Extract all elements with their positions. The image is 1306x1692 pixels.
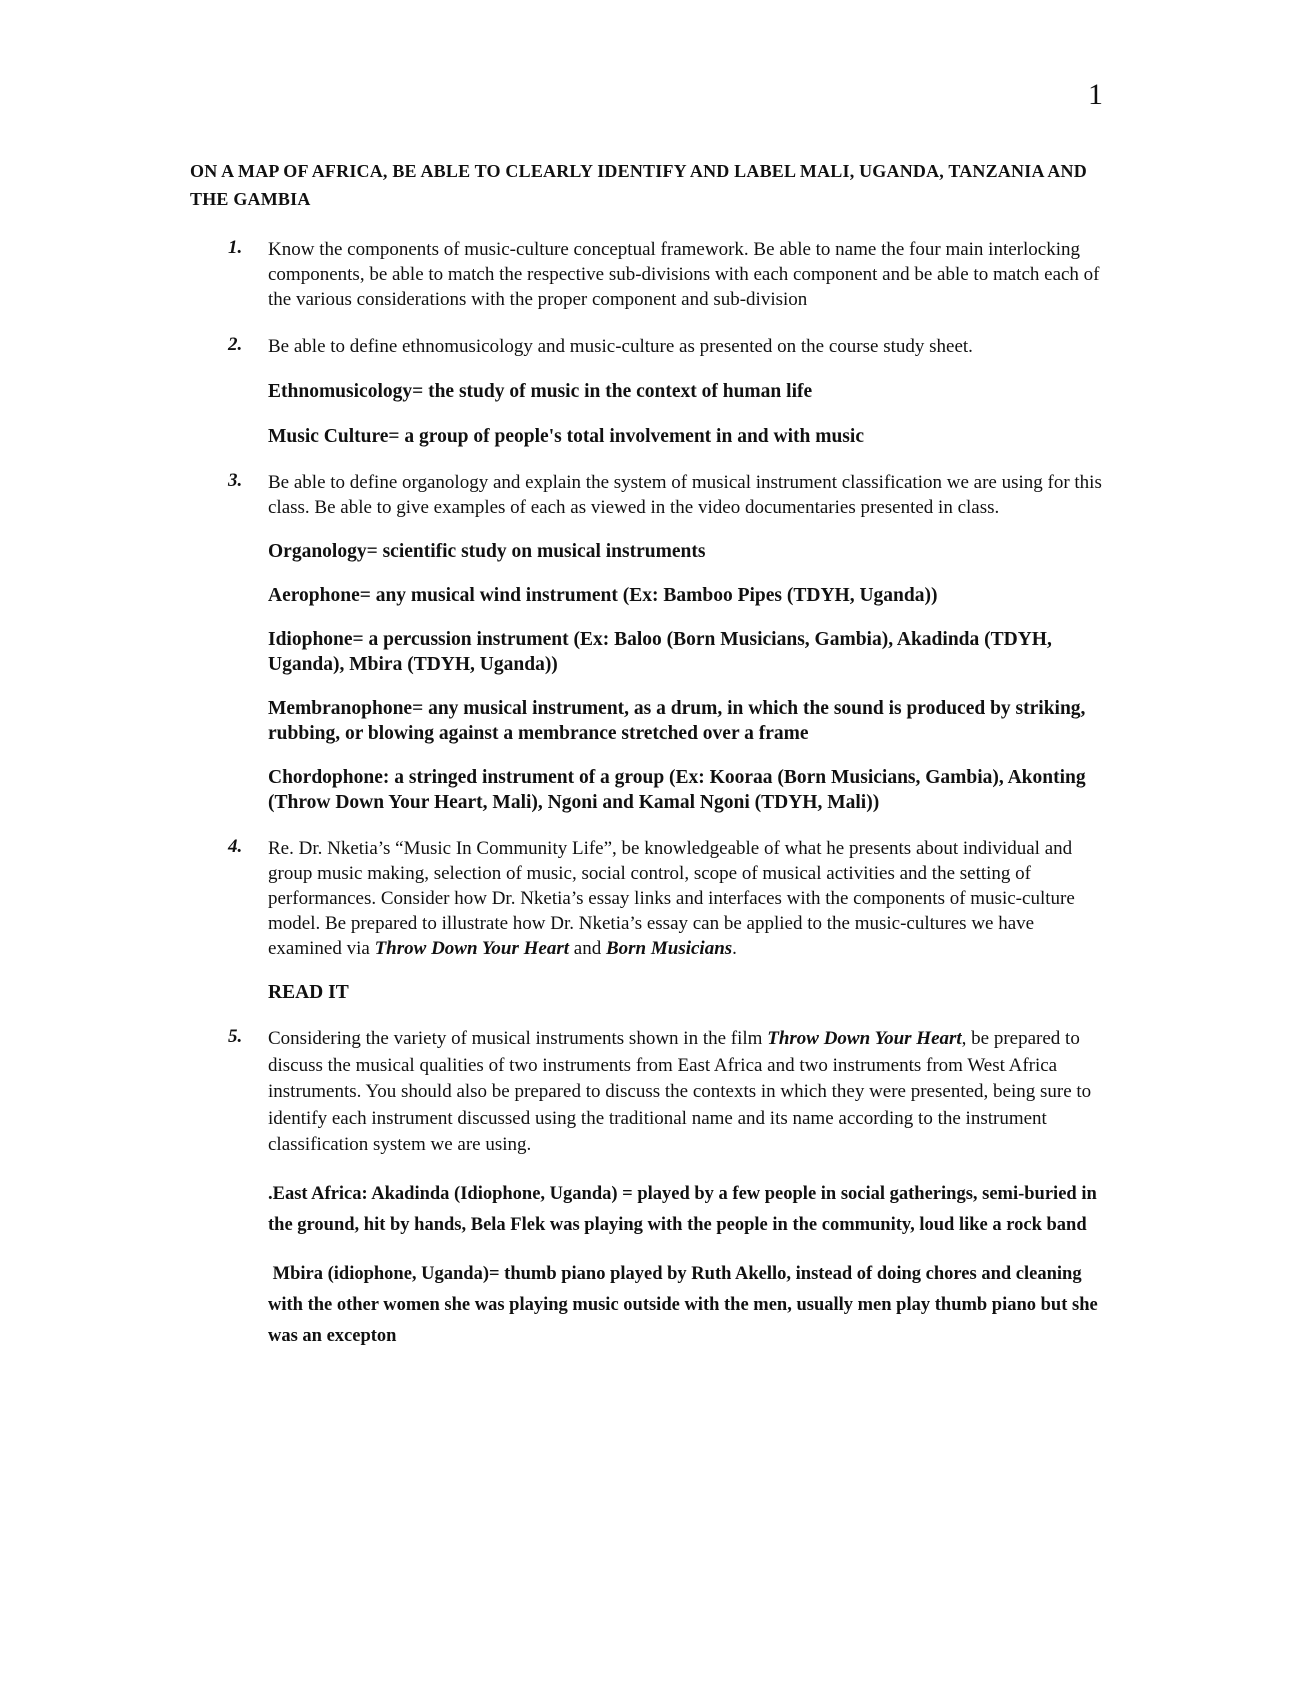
study-question-list	[0, 237, 1306, 1352]
answer-ethnomusicology: Ethnomusicology= the study of music in the context of human life	[268, 381, 813, 402]
answer-aerophone: Aerophone= any musical wind instrument (Ex: Bamboo Pipes (TDYH, Uganda))	[268, 585, 938, 606]
page-heading: ON A MAP OF AFRICA, BE ABLE TO CLEARLY IDENTIFY AND LABEL MALI, UGANDA, TANZANIA AND THE GAMBIA	[190, 161, 1087, 209]
question-text-end: , be prepared to discuss the musical qualities of two instruments from East Africa and two instruments from West Africa instruments. You should also be prepared to discuss the contexts in which they were presented, being sure to identify each instrument discussed using the traditional name and its name according to the instrument classification system we are using.	[268, 1028, 1092, 1155]
film-title-throw-down-your-heart: Throw Down Your Heart	[374, 938, 570, 959]
answer-read-it: READ IT	[268, 982, 349, 1003]
item-number: 1.	[228, 237, 243, 258]
question-text-start: Re. Dr. Nketia’s “Music In Community Life”, be knowledgeable of what he presents about individual and group music making, selection of music, social control, scope of musical activities and the setting of performances. Consider how Dr. Nketia’s essay links and interfaces with the components of music-culture model. Be prepared to illustrate how Dr. Nketia’s essay can be applied to the music-cultures we have examined via	[268, 838, 1075, 959]
answer-akadinda: .East Africa: Akadinda (Idiophone, Uganda) = played by a few people in social gatherings, semi-buried in the ground, hit by hands, Bela Flek was playing with the people in the community, loud like a rock band	[268, 1183, 1097, 1235]
answer-music-culture: Music Culture= a group of people's total involvement in and with music	[268, 426, 864, 447]
question-item-2	[0, 334, 1306, 449]
question-text: Know the components of music-culture conceptual framework. Be able to name the four main interlocking components, be able to match the respective sub-divisions with each component and be able to match each of the various considerations with the proper component and sub-division	[268, 239, 1100, 310]
item-number: 5.	[228, 1026, 243, 1047]
item-number: 4.	[228, 836, 243, 857]
question-text	[268, 836, 1108, 961]
answer-organology: Organology= scientific study on musical instruments	[268, 541, 706, 562]
question-item-1	[0, 237, 1306, 312]
answer-idiophone: Idiophone= a percussion instrument (Ex: Baloo (Born Musicians, Gambia), Akadinda (TDYH, Uganda), Mbira (TDYH, Uganda))	[268, 629, 1052, 675]
question-text: Be able to define organology and explain the system of musical instrument classification we are using for this class. Be able to give examples of each as viewed in the video documentaries presented in class.	[268, 472, 1102, 518]
film-title-throw-down-your-heart: Throw Down Your Heart	[767, 1028, 962, 1049]
answer-mbira: Mbira (idiophone, Uganda)= thumb piano played by Ruth Akello, instead of doing chores and cleaning with the other women she was playing music outside with the men, usually men play thumb piano but she was an excepton	[268, 1263, 1103, 1346]
question-item-5	[0, 1026, 1306, 1352]
question-text	[268, 1026, 1108, 1159]
question-text: Be able to define ethnomusicology and music-culture as presented on the course study sheet.	[268, 336, 973, 357]
question-item-3	[0, 470, 1306, 815]
page-number: 1	[1088, 78, 1103, 111]
question-text-start: Considering the variety of musical instruments shown in the film	[268, 1028, 768, 1049]
item-number: 3.	[228, 470, 243, 491]
answer-membranophone: Membranophone= any musical instrument, as a drum, in which the sound is produced by striking, rubbing, or blowing against a membrance stretched over a frame	[268, 698, 1086, 744]
film-title-born-musicians: Born Musicians	[605, 938, 733, 959]
item-number: 2.	[228, 334, 243, 355]
question-text-joiner: and	[569, 938, 606, 959]
question-text-end: .	[732, 938, 737, 959]
answer-chordophone: Chordophone: a stringed instrument of a group (Ex: Kooraa (Born Musicians, Gambia), Akonting (Throw Down Your Heart, Mali), Ngoni and Kamal Ngoni (TDYH, Mali))	[268, 767, 1086, 813]
question-item-4	[0, 836, 1306, 1005]
